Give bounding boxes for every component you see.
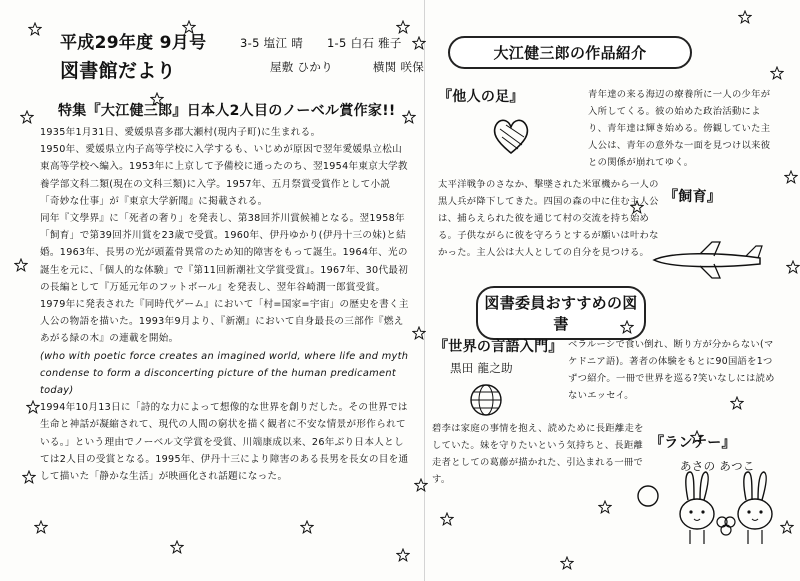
book-author: あさの あつこ <box>680 459 755 473</box>
works-heading: 大江健三郎の作品紹介 <box>448 36 692 69</box>
book-title: 『ランナー』 <box>650 435 736 451</box>
book-blurb: ベラルーシで食い倒れ、断り方が分からない(マケドニア語)。著者の体験をもとに90国語を1つずつ紹介。一冊で世界を巡る?笑いなしには読めないエッセイ。 <box>568 339 775 401</box>
star-icon <box>784 170 798 184</box>
star-icon <box>402 110 416 124</box>
page-fold <box>424 0 425 581</box>
star-icon <box>20 110 34 124</box>
star-icon <box>560 556 574 570</box>
star-icon <box>690 430 704 444</box>
star-icon <box>414 478 428 492</box>
issue-title: 平成29年度 9月号 <box>60 33 207 53</box>
author-row-2 <box>270 60 424 75</box>
body-paragraph: 1950年、愛媛県立内子高等学校に入学するも、いじめが原因で翌年愛媛県立松山東高等学校へ編入。1953年に上京して予備校に通ったのち、翌1954年東京大学教養学部文科二類(現在の文科三類)に入学。1957年、五月祭賞受賞作として小説「奇妙な仕事」が『東京大学新聞』に掲載される。 <box>40 144 408 207</box>
star-icon <box>396 20 410 34</box>
star-icon <box>14 258 28 272</box>
star-icon <box>150 92 164 106</box>
book-author: 黒田 龍之助 <box>450 361 513 375</box>
airplane-illustration <box>650 240 770 280</box>
work-title: 『他人の足』 <box>438 89 524 105</box>
author-name: 3-5 塩江 晴 <box>240 36 303 50</box>
star-icon <box>598 500 612 514</box>
globe-illustration <box>468 382 504 418</box>
english-quote: (who with poetic force creates an imagined world, where life and myth condense to form a disconcerting picture of the human predicament today) <box>40 350 409 397</box>
book-title: 『世界の言語入門』 <box>434 339 563 355</box>
bunny-illustration <box>670 470 780 550</box>
star-icon <box>630 200 644 214</box>
star-icon <box>620 320 634 334</box>
star-icon <box>770 66 784 80</box>
star-icon <box>182 20 196 34</box>
star-icon <box>22 470 36 484</box>
author-name: 1-5 白石 雅子 <box>326 36 402 50</box>
star-icon <box>28 22 42 36</box>
recommendations-heading: 図書委員おすすめの図書 <box>476 286 646 340</box>
body-paragraph: 1935年1月31日、愛媛県喜多郡大瀬村(現内子町)に生まれる。 <box>40 127 321 138</box>
author-name: 屋敷 ひかり <box>270 60 333 74</box>
work-summary: 太平洋戦争のさなか、撃墜された米軍機から一人の黒人兵が降下してきた。四国の森の中に住む主人公は、捕らえられた彼を通じて村の交流を持ち始める。子供ながらに彼を守ろうとするが願いは叶わなかった。主人公は大人としての自分を見つける。 <box>438 179 659 258</box>
star-icon <box>170 540 184 554</box>
star-icon <box>34 520 48 534</box>
work-title: 『飼育』 <box>664 189 722 205</box>
star-icon <box>730 396 744 410</box>
circle-doodle <box>636 484 660 508</box>
newsletter-name: 図書館だより <box>60 60 176 82</box>
heart-illustration <box>490 115 532 157</box>
author-row-1 <box>240 36 402 51</box>
work-summary: 青年達の来る海辺の療養所に一人の少年が入所してくる。彼の始めた政治活動により、青年達は輝き始める。傍観していた主人公は、青年の意外な一面を見つけ以来彼との関係が崩れてゆく。 <box>588 89 771 168</box>
body-paragraph: 同年『文學界』に「死者の奢り」を発表し、第38回芥川賞候補となる。翌1958年「飼育」で第39回芥川賞を23歳で受賞。1960年、伊丹ゆかり(伊丹十三の妹)と結婚。1963年、長男の光が頭蓋骨異常のため知的障害をもって誕生。1964年、光の誕生を元に、「個人的な体験」で『第11回新潮社文学賞受賞』。1967年、30代最初の長編として『万延元年のフットボール』を発表し、翌年谷崎潤一郎賞受賞。1979年に発表された『同時代ゲーム』において「村=国家=宇宙」の歴史を書く主人公の物語を描いた。1993年9月より、『新潮』において自身最長の三部作『燃えあがる緑の木』の連載を開始。 <box>40 213 409 345</box>
star-icon <box>412 36 426 50</box>
star-icon <box>412 326 426 340</box>
star-icon <box>300 520 314 534</box>
star-icon <box>396 548 410 562</box>
author-name: 横関 咲保 <box>372 60 425 74</box>
body-paragraph: 1994年10月13日に「詩的な力によって想像的な世界を創りだした。その世界では生命と神話が凝縮されて、現代の人間の窮状を描く観者に不安な情景が形作られている。」という理由でノーベル文学賞を受賞、川端康成以来、26年ぶり日本人としては2人目の受賞となる。1995年、伊丹十三により障害のある長男を長女の目を通して描いた「静かな生活」が映画化され話題になった。 <box>40 402 409 483</box>
star-icon <box>786 260 800 274</box>
feature-heading: 特集『大江健三郎』日本人2人目のノーベル賞作家!! <box>58 103 396 119</box>
star-icon <box>738 10 752 24</box>
star-icon <box>440 512 454 526</box>
book-blurb: 碧李は家庭の事情を抱え、読めために長距離走をしていた。妹を守りたいという気持ちと、長距離走者としての葛藤が描かれた、引込まれる一冊です。 <box>432 423 644 485</box>
star-icon <box>780 520 794 534</box>
feature-body <box>40 124 410 485</box>
star-icon <box>26 400 40 414</box>
